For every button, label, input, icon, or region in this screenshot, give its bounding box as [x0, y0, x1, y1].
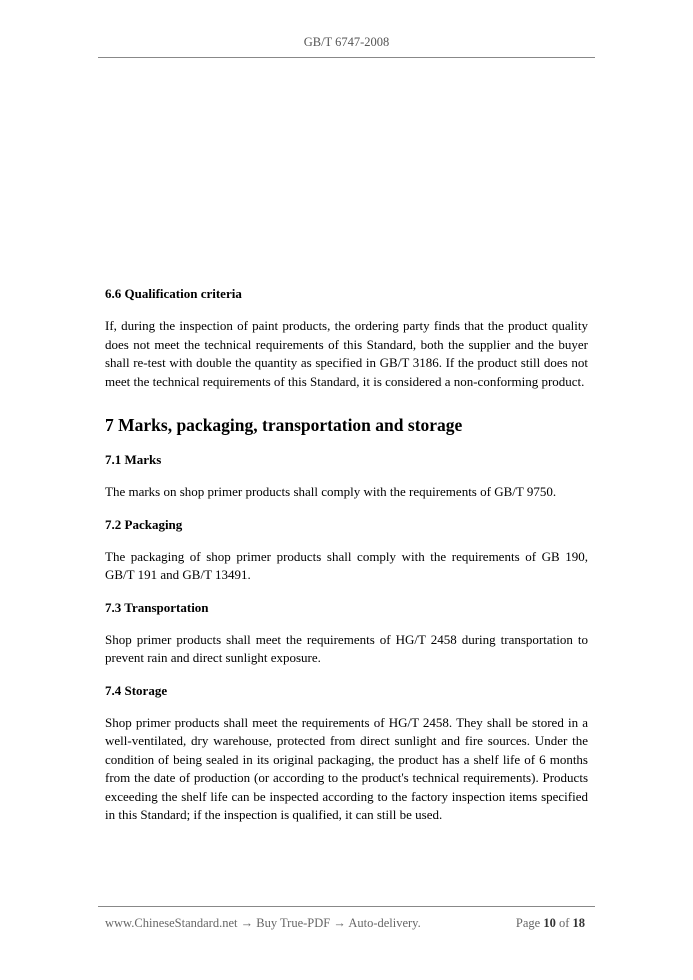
section-7-3-body: Shop primer products shall meet the requirements of HG/T 2458 during transportation to prevent rain and direct sunlight exposure. [105, 631, 588, 665]
chinesestandard-link[interactable]: www.ChineseStandard.net [105, 916, 238, 930]
section-7-2-body: The packaging of shop primer products shall comply with the requirements of GB 190, GB/T 191 and GB/T 13491. [105, 548, 588, 582]
of-label: of [558, 916, 570, 930]
section-7-2-heading: 7.2 Packaging [105, 516, 183, 532]
page-total: 18 [572, 916, 585, 930]
header-divider [98, 57, 595, 58]
document-header-title: GB/T 6747-2008 [303, 35, 390, 49]
section-7-4-heading: 7.4 Storage [105, 682, 168, 698]
section-7-4-body: Shop primer products shall meet the requirements of HG/T 2458. They shall be stored in a well-ventilated, dry warehouse, protected from direct sunlight and fire sources. Under the condition of being sealed in its original packaging, the product has a shelf life of 6 months from the date of production (or according to the product's technical requirements). Products exceeding the shelf life can be inspected according to the factory inspection items specified in this Standard; if the inspection is qualified, it can still be used. [105, 714, 588, 822]
arrow-right-icon: → [333, 916, 346, 930]
section-7-1-heading: 7.1 Marks [105, 452, 162, 467]
section-6-6-heading: 6.6 Qualification criteria [105, 286, 242, 301]
arrow-right-icon: → [240, 916, 254, 930]
buy-true-pdf-link[interactable]: Buy True-PDF [256, 916, 331, 930]
footer-divider [98, 906, 595, 907]
document-body [105, 284, 588, 838]
section-7-3-heading: 7.3 Transportation [105, 599, 209, 615]
page-current: 10 [543, 916, 556, 930]
footer-links [105, 916, 421, 931]
auto-delivery-text: Auto-delivery. [348, 916, 421, 930]
page-number [516, 916, 585, 931]
page-label: Page [515, 916, 541, 930]
section-7-heading: 7 Marks, packaging, transportation and storage [105, 415, 463, 435]
section-6-6-body: If, during the inspection of paint products, the ordering party finds that the product quality does not meet the technical requirements of this Standard, both the supplier and the buyer shall re-test with double the quantity as specified in GB/T 3186. If the product still does not meet the technical requirements of this Standard, it is considered a non-conforming product. [105, 318, 588, 389]
section-7-1-body: The marks on shop primer products shall comply with the requirements of GB/T 9750. [105, 484, 557, 499]
